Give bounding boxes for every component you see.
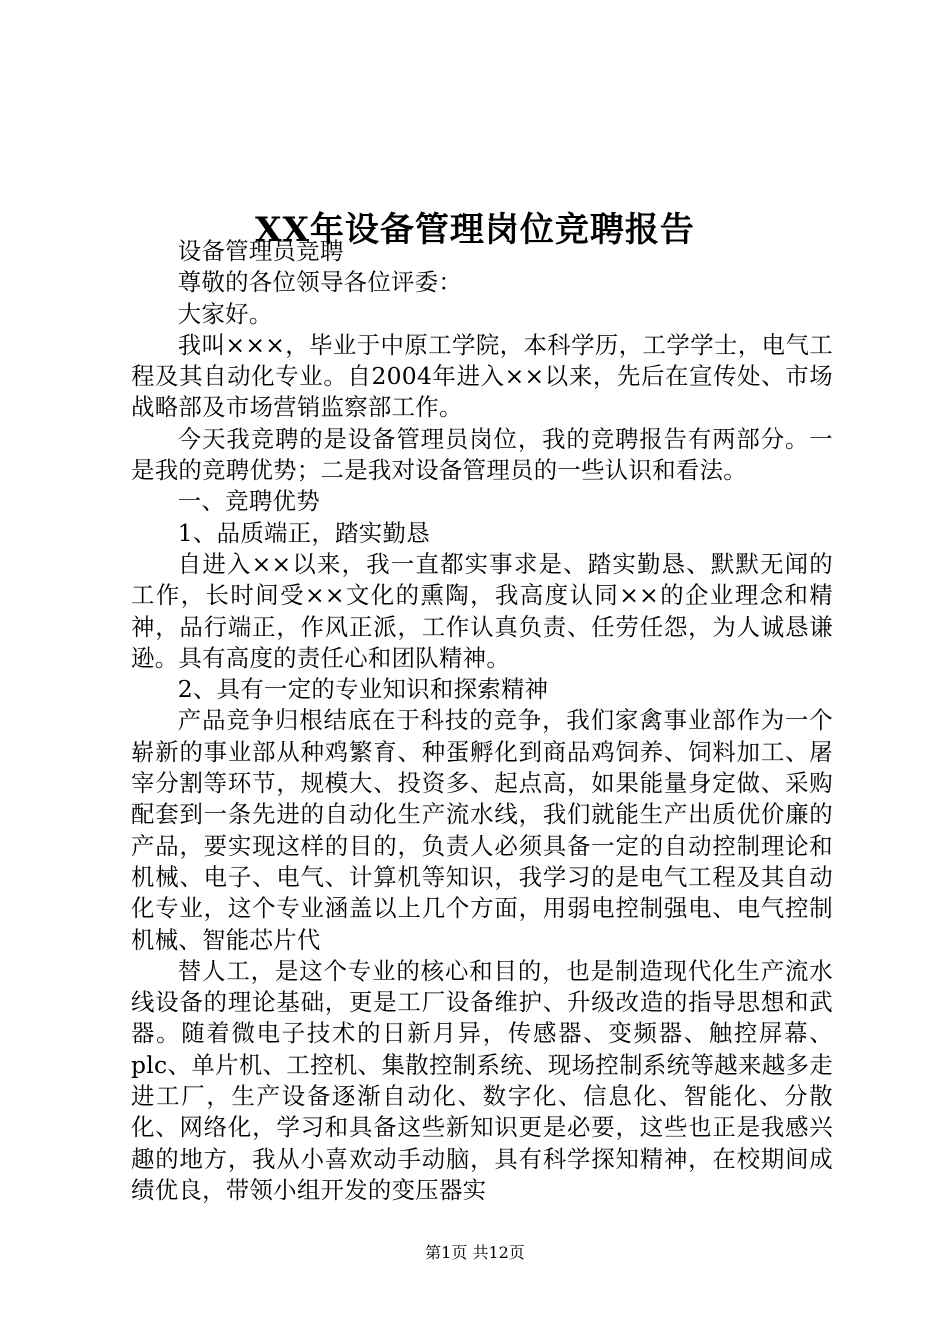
- document-body: [131, 236, 833, 1206]
- subsection-heading: 1、品质端正，踏实勤恳: [177, 518, 430, 547]
- paragraph: 尊敬的各位领导各位评委：: [177, 268, 463, 297]
- paragraph: 我叫×××，毕业于中原工学院，本科学历，工学学士，电气工程及其自动化专业。自2004年进入××以来，先后在宣传处、市场战略部及市场营销监察部工作。: [131, 330, 833, 422]
- subsection-heading: 2、具有一定的专业知识和探索精神: [177, 675, 549, 704]
- section-heading: 一、竞聘优势: [177, 487, 320, 516]
- paragraph: 今天我竞聘的是设备管理员岗位，我的竞聘报告有两部分。一是我的竞聘优势；二是我对设备管理员的一些认识和看法。: [131, 424, 833, 485]
- paragraph: 大家好。: [177, 299, 273, 328]
- paragraph: 自进入××以来，我一直都实事求是、踏实勤恳、默默无闻的工作，长时间受××文化的熏陶，我高度认同××的企业理念和精神，品行端正，作风正派，工作认真负责、任劳任怨，为人诚恳谦逊。具有高度的责任心和团队精神。: [131, 549, 833, 672]
- document-title: XX年设备管理岗位竞聘报告: [255, 209, 695, 250]
- paragraph: 设备管理员竞聘: [177, 237, 344, 265]
- page-footer: 第1页 共12页: [425, 1243, 525, 1262]
- paragraph: 产品竞争归根结底在于科技的竞争，我们家禽事业部作为一个崭新的事业部从种鸡繁育、种蛋孵化到商品鸡饲养、饲料加工、屠宰分割等环节，规模大、投资多、起点高，如果能量身定做、采购配套到一条先进的自动化生产流水线，我们就能生产出质优价廉的产品，要实现这样的目的，负责人必须具备一定的自动控制理论和机械、电子、电气、计算机等知识，我学习的是电气工程及其自动化专业，这个专业涵盖以上几个方面，用弱电控制强电、电气控制机械、智能芯片代: [131, 706, 833, 954]
- paragraph: 替人工，是这个专业的核心和目的，也是制造现代化生产流水线设备的理论基础，更是工厂设备维护、升级改造的指导思想和武器。随着微电子技术的日新月异，传感器、变频器、触控屏幕、plc、单片机、工控机、集散控制系统、现场控制系统等越来越多走进工厂，生产设备逐渐自动化、数字化、信息化、智能化、分散化、网络化，学习和具备这些新知识更是必要，这些也正是我感兴趣的地方，我从小喜欢动手动脑，具有科学探知精神，在校期间成绩优良，带领小组开发的变压器实: [131, 956, 833, 1204]
